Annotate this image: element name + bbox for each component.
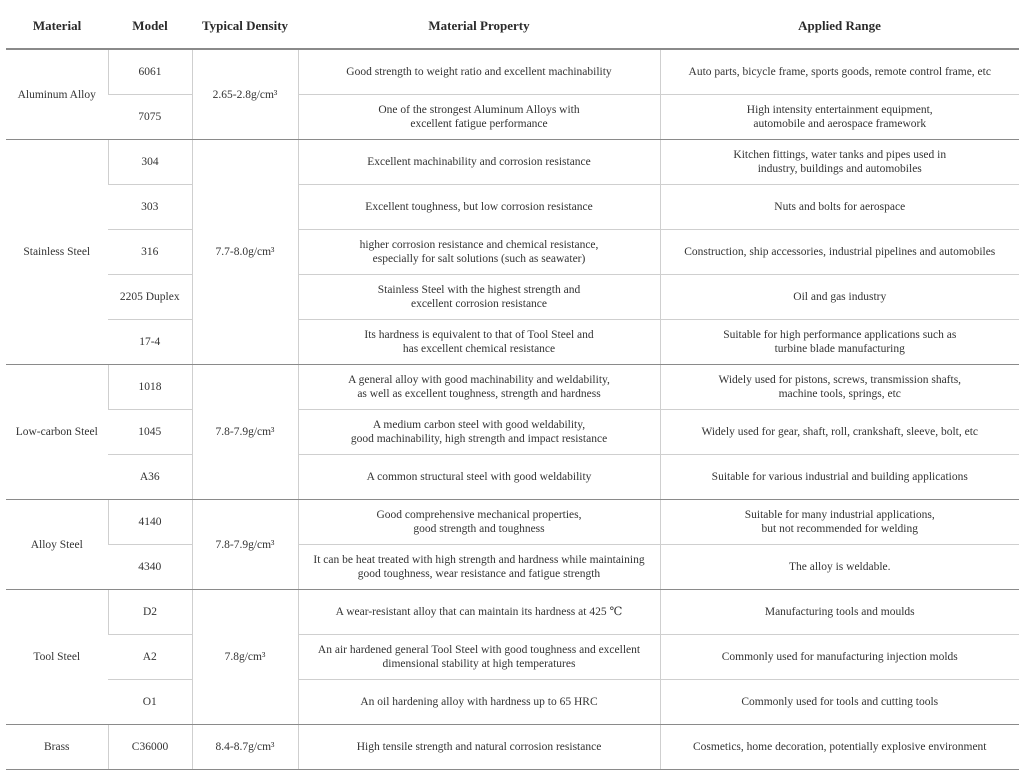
applied-range-line: Widely used for pistons, screws, transmission shafts,	[718, 374, 962, 386]
table-row	[6, 230, 1019, 275]
material-cell: Tool Steel	[6, 590, 108, 725]
model-cell: 17-4	[108, 320, 192, 365]
applied-range-cell	[660, 725, 1019, 770]
applied-range-line: Manufacturing tools and moulds	[764, 606, 915, 618]
property-line: higher corrosion resistance and chemical resistance,	[359, 239, 599, 251]
table-row	[6, 590, 1019, 635]
applied-range-line: Construction, ship accessories, industrial pipelines and automobiles	[684, 246, 996, 258]
model-cell: 4340	[108, 545, 192, 590]
property-cell	[298, 500, 660, 545]
density-cell: 7.8-7.9g/cm³	[192, 500, 298, 590]
model-cell: 7075	[108, 95, 192, 140]
property-line: as well as excellent toughness, strength and hardness	[357, 388, 601, 400]
table-row	[6, 49, 1019, 95]
applied-range-line: Kitchen fittings, water tanks and pipes used in	[733, 149, 947, 161]
property-cell	[298, 95, 660, 140]
table-row	[6, 725, 1019, 770]
model-cell: 1018	[108, 365, 192, 410]
material-cell: Alloy Steel	[6, 500, 108, 590]
property-line: An oil hardening alloy with hardness up to 65 HRC	[360, 696, 598, 708]
applied-range-cell	[660, 275, 1019, 320]
applied-range-line: machine tools, springs, etc	[778, 388, 901, 400]
property-cell	[298, 49, 660, 95]
material-cell: Brass	[6, 725, 108, 770]
applied-range-line: The alloy is weldable.	[788, 561, 891, 573]
applied-range-line: turbine blade manufacturing	[774, 343, 905, 355]
property-cell	[298, 455, 660, 500]
property-line: Good strength to weight ratio and excellent machinability	[346, 66, 612, 78]
property-line: has excellent chemical resistance	[402, 343, 556, 355]
property-cell	[298, 230, 660, 275]
property-line: good toughness, wear resistance and fatigue strength	[357, 568, 601, 580]
model-cell: 1045	[108, 410, 192, 455]
applied-range-line: High intensity entertainment equipment,	[746, 104, 933, 116]
material-cell: Aluminum Alloy	[6, 49, 108, 140]
property-line: A medium carbon steel with good weldability,	[372, 419, 586, 431]
property-line: It can be heat treated with high strength and hardness while maintaining	[313, 554, 645, 566]
applied-range-line: Suitable for many industrial applications,	[744, 509, 935, 521]
property-line: excellent fatigue performance	[410, 118, 548, 130]
property-cell	[298, 410, 660, 455]
table-row	[6, 185, 1019, 230]
property-cell	[298, 275, 660, 320]
applied-range-line: automobile and aerospace framework	[753, 118, 927, 130]
property-line: One of the strongest Aluminum Alloys with	[378, 104, 580, 116]
property-line: excellent corrosion resistance	[410, 298, 548, 310]
model-cell: 304	[108, 140, 192, 185]
header-row	[6, 4, 1019, 49]
property-line: Excellent toughness, but low corrosion resistance	[365, 201, 593, 213]
table-row	[6, 500, 1019, 545]
property-line: Excellent machinability and corrosion resistance	[367, 156, 591, 168]
table-body	[6, 49, 1019, 770]
property-line: dimensional stability at high temperatures	[382, 658, 576, 670]
density-cell: 7.8-7.9g/cm³	[192, 365, 298, 500]
applied-range-cell	[660, 410, 1019, 455]
material-cell: Stainless Steel	[6, 140, 108, 365]
applied-range-cell	[660, 140, 1019, 185]
property-line: Stainless Steel with the highest strength and	[377, 284, 581, 296]
model-cell: A36	[108, 455, 192, 500]
table-row	[6, 455, 1019, 500]
applied-range-cell	[660, 455, 1019, 500]
property-line: A common structural steel with good weldability	[366, 471, 592, 483]
applied-range-cell	[660, 365, 1019, 410]
applied-range-cell	[660, 545, 1019, 590]
applied-range-line: Auto parts, bicycle frame, sports goods, remote control frame, etc	[688, 66, 991, 78]
applied-range-cell	[660, 500, 1019, 545]
applied-range-line: Commonly used for tools and cutting tools	[741, 696, 939, 708]
property-cell	[298, 635, 660, 680]
table-row	[6, 95, 1019, 140]
property-cell	[298, 320, 660, 365]
property-cell	[298, 140, 660, 185]
applied-range-line: Suitable for high performance applications such as	[723, 329, 957, 341]
applied-range-cell	[660, 230, 1019, 275]
table-row	[6, 635, 1019, 680]
table-row	[6, 365, 1019, 410]
header-applied-range: Applied Range	[660, 4, 1019, 49]
applied-range-cell	[660, 95, 1019, 140]
property-cell	[298, 590, 660, 635]
property-line: High tensile strength and natural corrosion resistance	[356, 741, 602, 753]
density-cell: 8.4-8.7g/cm³	[192, 725, 298, 770]
property-line: Good comprehensive mechanical properties,	[376, 509, 582, 521]
property-line: A general alloy with good machinability and weldability,	[348, 374, 610, 386]
property-line: An air hardened general Tool Steel with good toughness and excellent	[317, 644, 641, 656]
applied-range-line: Nuts and bolts for aerospace	[774, 201, 906, 213]
applied-range-cell	[660, 185, 1019, 230]
applied-range-line: Suitable for various industrial and building applications	[711, 471, 968, 483]
header-material: Material	[6, 4, 108, 49]
applied-range-line: Widely used for gear, shaft, roll, crankshaft, sleeve, bolt, etc	[701, 426, 979, 438]
property-line: especially for salt solutions (such as seawater)	[372, 253, 586, 265]
density-cell: 7.7-8.0g/cm³	[192, 140, 298, 365]
applied-range-cell	[660, 680, 1019, 725]
property-cell	[298, 365, 660, 410]
table-row	[6, 545, 1019, 590]
header-model: Model	[108, 4, 192, 49]
applied-range-cell	[660, 49, 1019, 95]
table-row	[6, 680, 1019, 725]
density-cell: 2.65-2.8g/cm³	[192, 49, 298, 140]
model-cell: C36000	[108, 725, 192, 770]
property-cell	[298, 185, 660, 230]
model-cell: 316	[108, 230, 192, 275]
model-cell: 303	[108, 185, 192, 230]
model-cell: D2	[108, 590, 192, 635]
table-row	[6, 275, 1019, 320]
header-property: Material Property	[298, 4, 660, 49]
applied-range-line: Cosmetics, home decoration, potentially explosive environment	[692, 741, 987, 753]
model-cell: 2205 Duplex	[108, 275, 192, 320]
property-line: Its hardness is equivalent to that of Tool Steel and	[364, 329, 594, 341]
property-line: good machinability, high strength and impact resistance	[350, 433, 608, 445]
applied-range-cell	[660, 635, 1019, 680]
applied-range-cell	[660, 320, 1019, 365]
model-cell: 4140	[108, 500, 192, 545]
property-cell	[298, 680, 660, 725]
table-row	[6, 320, 1019, 365]
applied-range-line: Commonly used for manufacturing injection molds	[721, 651, 958, 663]
table-row	[6, 410, 1019, 455]
applied-range-line: Oil and gas industry	[793, 291, 887, 303]
materials-table	[6, 4, 1019, 770]
materials-table-container	[6, 4, 1019, 770]
header-density: Typical Density	[192, 4, 298, 49]
property-line: A wear-resistant alloy that can maintain its hardness at 425 ℃	[335, 606, 623, 618]
applied-range-line: but not recommended for welding	[761, 523, 918, 535]
model-cell: 6061	[108, 49, 192, 95]
model-cell: A2	[108, 635, 192, 680]
applied-range-cell	[660, 590, 1019, 635]
property-cell	[298, 545, 660, 590]
table-row	[6, 140, 1019, 185]
property-line: good strength and toughness	[413, 523, 545, 535]
property-cell	[298, 725, 660, 770]
applied-range-line: industry, buildings and automobiles	[757, 163, 922, 175]
material-cell: Low-carbon Steel	[6, 365, 108, 500]
model-cell: O1	[108, 680, 192, 725]
density-cell: 7.8g/cm³	[192, 590, 298, 725]
